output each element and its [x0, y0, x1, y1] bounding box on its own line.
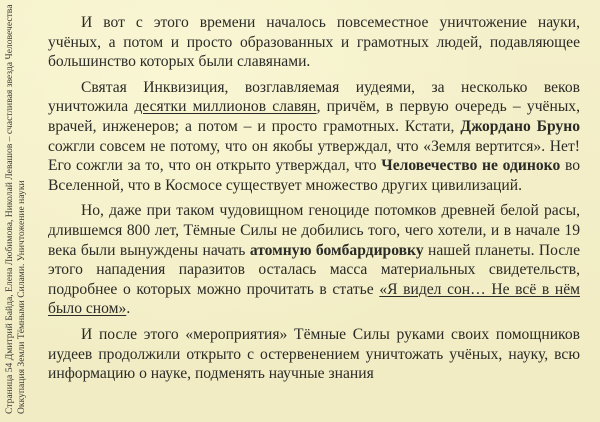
article-link[interactable]: «Я видел сон… Не всё в нём было сном» — [48, 280, 580, 318]
text-run: . — [126, 300, 131, 318]
margin-note-line-1: Страница 54 Дмитрий Байда, Елена Любимова, Николай Левашов – счастливая звезда Человечества — [4, 4, 15, 414]
bold-phrase: Человечество не одиноко — [381, 157, 561, 175]
text-run: И вот с этого времени началось повсеместное уничтожение науки, учёных, а потом и просто образованных и грамотных людей, подавляющее большинство которых были славянами. — [48, 14, 580, 71]
bold-phrase: атомную бомбардировку — [249, 241, 424, 259]
body-text — [48, 13, 580, 390]
margin-note — [4, 4, 44, 414]
text-run: во Вселенной, что в Космосе существует множество других цивилизаций. — [48, 157, 581, 194]
paragraph — [48, 325, 580, 384]
underlined-phrase: десятки миллионов славян — [134, 98, 317, 116]
paragraph — [48, 13, 580, 72]
paragraph — [48, 78, 580, 196]
margin-note-line-2: Оккупация Земли Тёмными Силами. Уничтожение науки — [16, 180, 27, 414]
text-run: сожгли совсем не потому, что он якобы утверждал, что «Земля вертится». Нет! Его сожгли за то, что он открыто утверждал, что — [48, 137, 580, 175]
text-run: Святая Инквизиция, возглавляемая иудеями, за несколько веков уничтожила — [48, 78, 580, 116]
paragraph — [48, 201, 580, 319]
text-run: нашей планеты. После этого нападения паразитов осталась масса материальных свидетельств, подробнее о которых можно прочитать в статье — [48, 241, 580, 298]
text-run: , причём, в первую очередь – учёных, врачей, инженеров; а потом – и просто грамотных. Кстати, — [48, 98, 580, 135]
text-run: Но, даже при таком чудовищном геноциде потомков древней белой расы, длившемся 800 лет, Тёмные Силы не добились того, чего хотели, и в начале 19 века были вынуждены начать — [48, 202, 580, 259]
text-run: И после этого «мероприятия» Тёмные Силы руками своих помощников иудеев продолжили открыто с остервенением уничтожать учёных, науку, всю информацию о науке, подменять научные знания — [48, 325, 580, 383]
bold-name: Джордано Бруно — [460, 117, 580, 135]
